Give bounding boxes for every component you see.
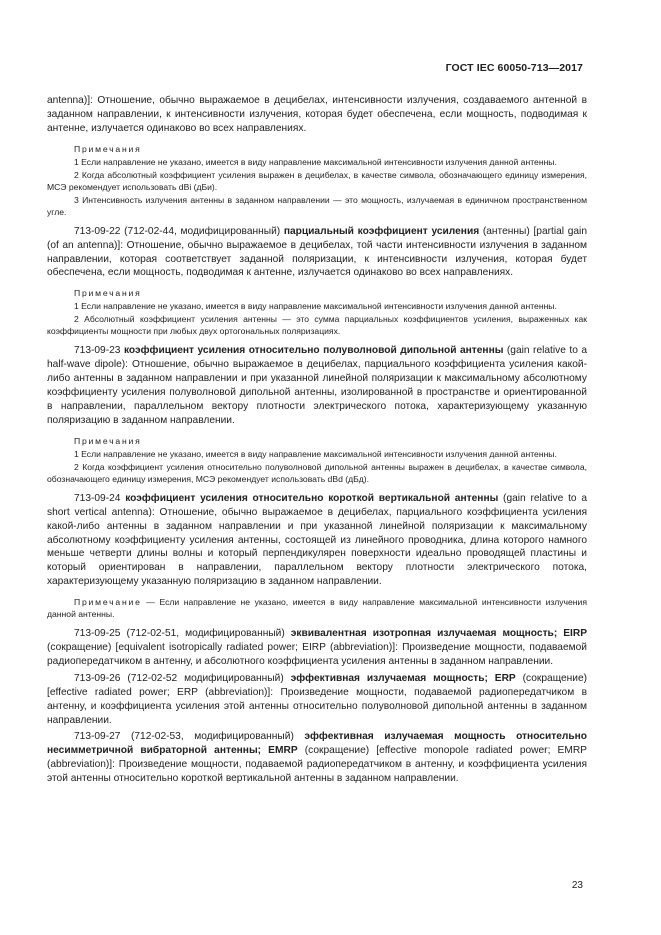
note-item: 1 Если направление не указано, имеется в виду направление максимальной интенсивности излучения данной антенны. — [74, 301, 557, 312]
single-note — [47, 596, 587, 620]
note-item: 2 Когда абсолютный коэффициент усиления выражен в децибелах, в качестве символа, обозначающего единицу измерения, МСЭ рекомендует использовать dBi (дБи). — [47, 169, 587, 192]
note-label: Примечание — [74, 597, 142, 608]
term-name: эквивалентная изотропная излучаемая мощность; EIRP — [290, 628, 587, 640]
term-name: парциальный коэффициент усиления — [283, 225, 480, 237]
term-number: 713-09-23 — [74, 345, 124, 357]
page-number: 23 — [571, 880, 583, 891]
term-713-09-26 — [47, 672, 587, 728]
term-definition: (gain relative to a half-wave dipole): Отношение, обычно выражаемое в децибелах, парциального коэффициента усиления какой-либо антенны в заданном направлении и при указанной линейной поляризации к максимальному абсолютному коэффициенту усиления полуволновой дипольной антенны, изолированной в пространстве и ориентированной в направлении, параллельном вектору плотности электрического потока, характеризующему указанную поляризацию в заданном направлении. — [47, 345, 588, 426]
term-name: коэффициент усиления относительно полуволновой дипольной антенны — [123, 345, 504, 357]
term-definition: (gain relative to a short vertical antenna): Отношение, обычно выражаемое в децибелах, парциального коэффициента усиления какой-либо антенны в заданном направлении и при указанной линейной поляризации к максимальному абсолютному коэффициенту усиления антенны, состоящей из линейного проводника, длина которого намного меньше четверти длины волны и который перпендикулярен поверхности идеально проводящей пластины и который ориентирован в направлении, параллельном вектору плотности электрического потока, характеризующему указанную поляризацию в заданном направлении. — [47, 492, 587, 588]
note-item: 2 Абсолютный коэффициент усиления антенны — это сумма парциальных коэффициентов усиления, выраженных как коэффициенты мощности при любых двух ортогональных поляризациях. — [47, 314, 587, 337]
term-number: 713-09-26 (712-02-52 модифицированный) — [74, 672, 291, 684]
document-header-standard: ГОСТ IEC 60050-713—2017 — [445, 62, 583, 74]
term-number: 713-09-24 — [74, 492, 126, 504]
term-713-09-24 — [47, 492, 587, 589]
note-text: — Если направление не указано, имеется в виду направление максимальной интенсивности излучения данной антенны. — [47, 597, 587, 620]
term-number: 713-09-25 (712-02-51, модифицированный) — [74, 628, 291, 640]
term-number: 713-09-22 (712-02-44, модифицированный) — [74, 225, 284, 237]
term-name: коэффициент усиления относительно короткой вертикальной антенны — [125, 492, 499, 504]
term-definition: (антенны) [partial gain (of an antenna)]: Отношение, обычно выражаемое в децибелах, той части интенсивности излучения в заданном направлении, которая соответствует заданной поляризации, к интенсивности излучения, которая будет обеспечена, если мощность, подводимая к антенне, излучается одинаково во всех направлениях. — [47, 225, 587, 279]
term-713-09-22 — [47, 225, 587, 281]
notes-title: Примечания — [74, 435, 142, 446]
note-item: 2 Когда коэффициент усиления относительно полуволновой дипольной антенны выражен в децибелах, в качестве символа, обозначающего единицу измерения, МСЭ рекомендует использовать dBd (дБд). — [47, 461, 587, 484]
note-item: 1 Если направление не указано, имеется в виду направление максимальной интенсивности излучения данной антенны. — [74, 448, 557, 459]
term-definition: (сокращение) [equivalent isotropically radiated power; EIRP (abbreviation)]: Произведение мощности, подаваемой радиопередатчиком в антенну, и абсолютного коэффициента усиления антенны в заданном направлении. — [47, 642, 587, 667]
term-definition: (сокращение) [effective monopole radiated power; EMRP (abbreviation)]: Произведение мощности, подаваемой радиопередатчиком в антенну, и коэффициента усиления этой антенны относительно короткой вертикальной антенны в заданном направлении. — [47, 745, 587, 785]
term-number: 713-09-27 (712-02-53, модифицированный) — [74, 731, 305, 743]
term-713-09-25 — [47, 627, 587, 669]
document-body — [47, 94, 587, 786]
definition-paragraph-continued: antenna)]: Отношение, обычно выражаемое в децибелах, интенсивности излучения, создаваемого антенной в заданном направлении, к интенсивности излучения, которая будет обеспечена, если мощность, подводимая к антенне, излучается одинаково во всех направлениях. — [47, 95, 587, 134]
note-item: 1 Если направление не указано, имеется в виду направление максимальной интенсивности излучения данной антенны. — [74, 156, 557, 167]
note-item: 3 Интенсивность излучения антенны в заданном направлении — это мощность, излучаемая в единичном пространственном угле. — [47, 194, 587, 217]
term-name: эффективная излучаемая мощность; ERP — [290, 672, 516, 684]
term-713-09-23 — [47, 344, 587, 427]
notes-title: Примечания — [74, 288, 142, 299]
term-name: эффективная излучаемая мощность относительно несимметричной вибраторной антенны; EMRP — [47, 731, 587, 757]
term-definition: (сокращение) [effective radiated power; ERP (abbreviation)]: Произведение мощности, подаваемой радиопередатчиком в антенну, и коэффициента усиления этой антенны относительно полуволновой дипольной антенны в заданном направлении. — [47, 672, 587, 726]
notes-title: Примечания — [74, 143, 142, 154]
term-713-09-27 — [47, 730, 587, 786]
